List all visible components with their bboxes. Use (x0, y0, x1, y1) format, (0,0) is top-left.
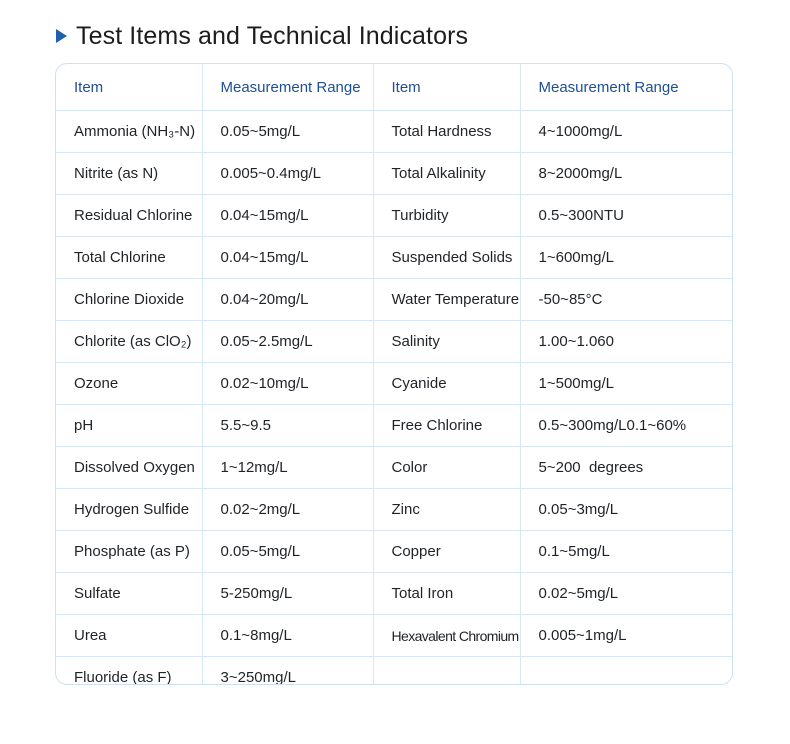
empty-cell (520, 657, 733, 686)
header-item-1: Item (56, 64, 202, 111)
range-cell: 3~250mg/L (202, 657, 373, 686)
item-cell: Nitrite (as N) (56, 153, 202, 195)
header-range-2: Measurement Range (520, 64, 733, 111)
triangle-bullet-icon (56, 29, 67, 43)
range-cell: 0.02~10mg/L (202, 363, 373, 405)
section-title (56, 20, 468, 52)
table-row (56, 237, 733, 279)
range-cell: -50~85°C (520, 279, 733, 321)
range-cell: 0.5~300NTU (520, 195, 733, 237)
table-row (56, 531, 733, 573)
table-row (56, 405, 733, 447)
item-cell: Hydrogen Sulfide (56, 489, 202, 531)
item-cell: Residual Chlorine (56, 195, 202, 237)
range-cell: 0.1~8mg/L (202, 615, 373, 657)
table-row (56, 573, 733, 615)
range-cell: 4~1000mg/L (520, 111, 733, 153)
range-cell: 1.00~1.060 (520, 321, 733, 363)
item-cell: Hexavalent Chromium (373, 615, 520, 657)
item-cell: Sulfate (56, 573, 202, 615)
range-cell: 0.02~2mg/L (202, 489, 373, 531)
empty-cell (373, 657, 520, 686)
item-cell: Chlorite (as ClO₂) (56, 321, 202, 363)
range-cell: 0.05~5mg/L (202, 531, 373, 573)
range-cell: 0.005~0.4mg/L (202, 153, 373, 195)
range-cell: 1~12mg/L (202, 447, 373, 489)
range-cell: 0.04~20mg/L (202, 279, 373, 321)
range-cell: 8~2000mg/L (520, 153, 733, 195)
table-row (56, 321, 733, 363)
table-row (56, 615, 733, 657)
item-cell: Copper (373, 531, 520, 573)
item-cell: Suspended Solids (373, 237, 520, 279)
item-cell: Cyanide (373, 363, 520, 405)
range-cell: 5-250mg/L (202, 573, 373, 615)
table-header-row (56, 64, 733, 111)
range-cell: 0.02~5mg/L (520, 573, 733, 615)
item-cell: Color (373, 447, 520, 489)
item-cell: Phosphate (as P) (56, 531, 202, 573)
table-row (56, 195, 733, 237)
item-cell: pH (56, 405, 202, 447)
range-cell: 0.05~2.5mg/L (202, 321, 373, 363)
item-cell: Water Temperature (373, 279, 520, 321)
item-cell: Chlorine Dioxide (56, 279, 202, 321)
range-cell: 0.1~5mg/L (520, 531, 733, 573)
item-cell: Turbidity (373, 195, 520, 237)
item-cell: Fluoride (as F) (56, 657, 202, 686)
item-cell: Total Hardness (373, 111, 520, 153)
item-cell: Total Alkalinity (373, 153, 520, 195)
range-cell: 0.04~15mg/L (202, 237, 373, 279)
table-row (56, 153, 733, 195)
item-cell: Zinc (373, 489, 520, 531)
range-cell: 0.05~3mg/L (520, 489, 733, 531)
table-row (56, 447, 733, 489)
item-cell: Ozone (56, 363, 202, 405)
item-cell: Total Chlorine (56, 237, 202, 279)
range-cell: 1~500mg/L (520, 363, 733, 405)
range-cell: 0.005~1mg/L (520, 615, 733, 657)
indicator-table-card (55, 63, 733, 685)
range-cell: 5.5~9.5 (202, 405, 373, 447)
section-title-text: Test Items and Technical Indicators (76, 21, 469, 50)
range-cell: 5~200 degrees (520, 447, 733, 489)
range-cell: 0.5~300mg/L0.1~60% (520, 405, 733, 447)
item-cell: Urea (56, 615, 202, 657)
range-cell: 1~600mg/L (520, 237, 733, 279)
item-cell: Dissolved Oxygen (56, 447, 202, 489)
table-row (56, 489, 733, 531)
table-row (56, 363, 733, 405)
header-range-1: Measurement Range (202, 64, 373, 111)
item-cell: Salinity (373, 321, 520, 363)
item-cell: Ammonia (NH₃-N) (56, 111, 202, 153)
item-cell: Free Chlorine (373, 405, 520, 447)
indicator-table (56, 64, 733, 685)
header-item-2: Item (373, 64, 520, 111)
table-row (56, 111, 733, 153)
item-cell: Total Iron (373, 573, 520, 615)
range-cell: 0.04~15mg/L (202, 195, 373, 237)
table-row (56, 279, 733, 321)
range-cell: 0.05~5mg/L (202, 111, 373, 153)
table-row (56, 657, 733, 686)
